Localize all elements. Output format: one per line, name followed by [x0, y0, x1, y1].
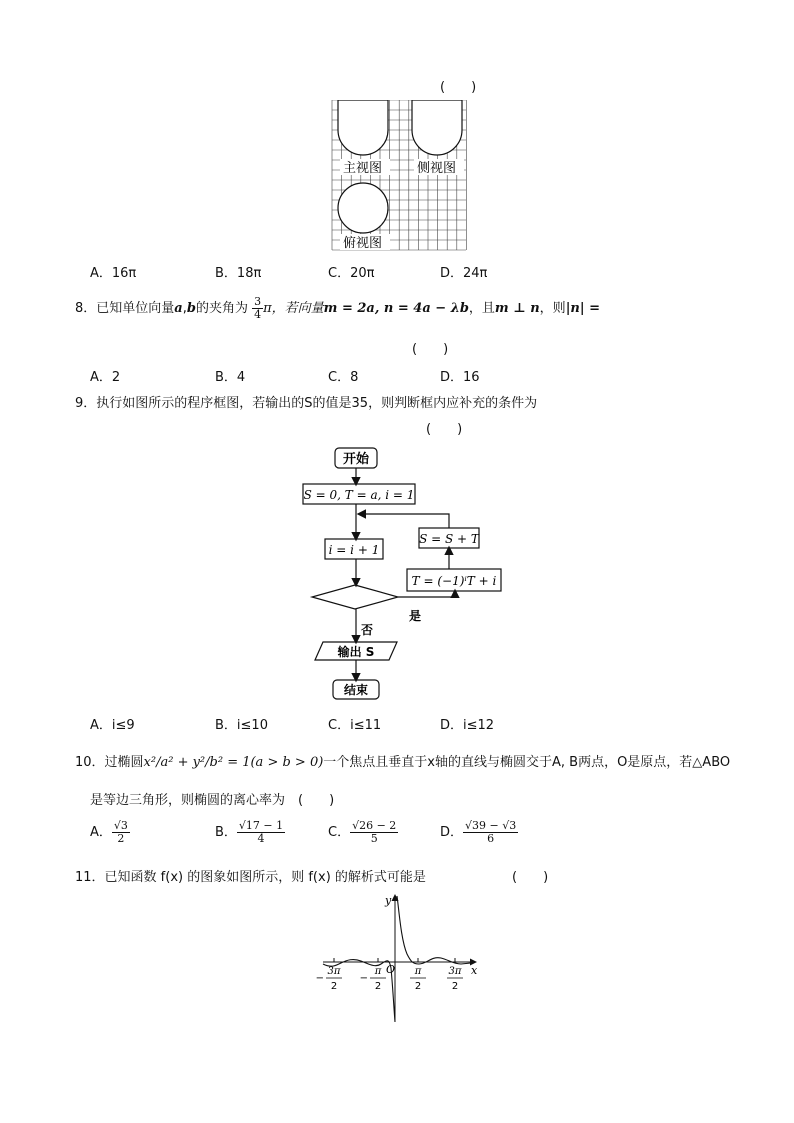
flow-yes: 是 — [409, 609, 422, 623]
q11-answer-paren: ( ) — [512, 870, 549, 885]
svg-text:2: 2 — [414, 981, 422, 992]
q7-option-b[interactable]: B．18π — [215, 266, 262, 281]
q8-angle-fraction: $\frac{3}{4}$ — [254, 295, 262, 321]
q9-stem: 9．执行如图所示的程序框图，若输出的S的值是35，则判断框内应补充的条件为 — [75, 396, 538, 411]
svg-text:−: − — [359, 973, 368, 984]
svg-text:2: 2 — [330, 981, 338, 992]
q8-option-d[interactable]: D．16 — [440, 370, 480, 385]
side-view-label: 侧视图 — [417, 161, 457, 176]
flow-no: 否 — [361, 623, 374, 637]
q9-option-b[interactable]: B．i≤10 — [215, 718, 268, 733]
x-tick-label — [360, 966, 386, 992]
q8-answer-paren: ( ) — [412, 342, 449, 357]
flow-init: S = 0, T = a, i = 1 — [303, 488, 415, 502]
top-view-label: 俯视图 — [343, 236, 383, 251]
flow-increment: i = i + 1 — [328, 543, 380, 557]
flow-update-s: S = S + T — [419, 532, 479, 546]
svg-text:2: 2 — [374, 981, 382, 992]
x-axis-label: x — [471, 964, 478, 977]
svg-text:π: π — [374, 966, 382, 977]
q10-option-d[interactable]: D． $\frac{√39 - √3}{6}$ — [440, 819, 517, 845]
q10-stem: 10．过椭圆x²/a² + y²/b² = 1(a > b > 0)一个焦点且垂直于x轴的直线与椭圆交于A, B两点，O是原点，若△ABO — [75, 755, 731, 770]
q9-option-d[interactable]: D．i≤12 — [440, 718, 495, 733]
front-view-shape — [338, 100, 388, 155]
curve-right — [397, 896, 471, 964]
y-axis-label: y — [385, 894, 392, 907]
svg-text:−: − — [315, 973, 324, 984]
q8-stem: 8．已知单位向量a,b的夹角为 $\frac{3}{4}$ π，若向量m = 2a, n = 4a − λb，且m ⊥ n，则|n| = — [75, 295, 601, 321]
side-view-shape — [412, 100, 462, 155]
q8-option-c[interactable]: C．8 — [328, 370, 359, 385]
origin-label: O — [386, 963, 396, 976]
q9-option-a[interactable]: A．i≤9 — [90, 718, 135, 733]
q9-answer-paren: ( ) — [426, 422, 463, 437]
q9-flowchart — [295, 442, 515, 707]
q10-option-a[interactable]: A． $\frac{√3}{2}$ — [90, 819, 128, 845]
x-tick-label — [410, 966, 426, 992]
q7-option-d[interactable]: D．24π — [440, 266, 488, 281]
svg-text:2: 2 — [451, 981, 459, 992]
top-view-shape — [338, 183, 388, 233]
flow-update-t: T = (−1)ⁱT + i — [411, 574, 497, 588]
q7-answer-paren: ( ) — [440, 80, 477, 95]
q10-stem-line2: 是等边三角形，则椭圆的离心率为 ( ) — [90, 793, 335, 808]
q7-option-a[interactable]: A．16π — [90, 266, 137, 281]
flow-start: 开始 — [342, 452, 370, 467]
q10-option-b[interactable]: B． $\frac{√17 - 1}{4}$ — [215, 819, 284, 845]
ellipse-equation: x²/a² + y²/b² = 1(a > b > 0) — [143, 755, 324, 770]
svg-text:3π: 3π — [448, 966, 462, 977]
q8-option-b[interactable]: B．4 — [215, 370, 246, 385]
q8-option-a[interactable]: A．2 — [90, 370, 121, 385]
flow-output: 输出 S — [337, 645, 375, 659]
q11-function-graph — [315, 890, 490, 1025]
svg-text:3π: 3π — [327, 966, 341, 977]
q7-option-c[interactable]: C．20π — [328, 266, 375, 281]
q7-three-view-grid — [330, 100, 470, 252]
x-tick-label — [447, 966, 463, 992]
svg-text:π: π — [414, 966, 422, 977]
q11-stem: 11．已知函数 f(x) 的图象如图所示，则 f(x) 的解析式可能是 — [75, 870, 426, 885]
x-tick-label — [316, 966, 342, 992]
q9-option-c[interactable]: C．i≤11 — [328, 718, 382, 733]
q10-option-c[interactable]: C． $\frac{√26 - 2}{5}$ — [328, 819, 397, 845]
front-view-label: 主视图 — [343, 161, 383, 176]
flow-end: 结束 — [343, 683, 369, 697]
